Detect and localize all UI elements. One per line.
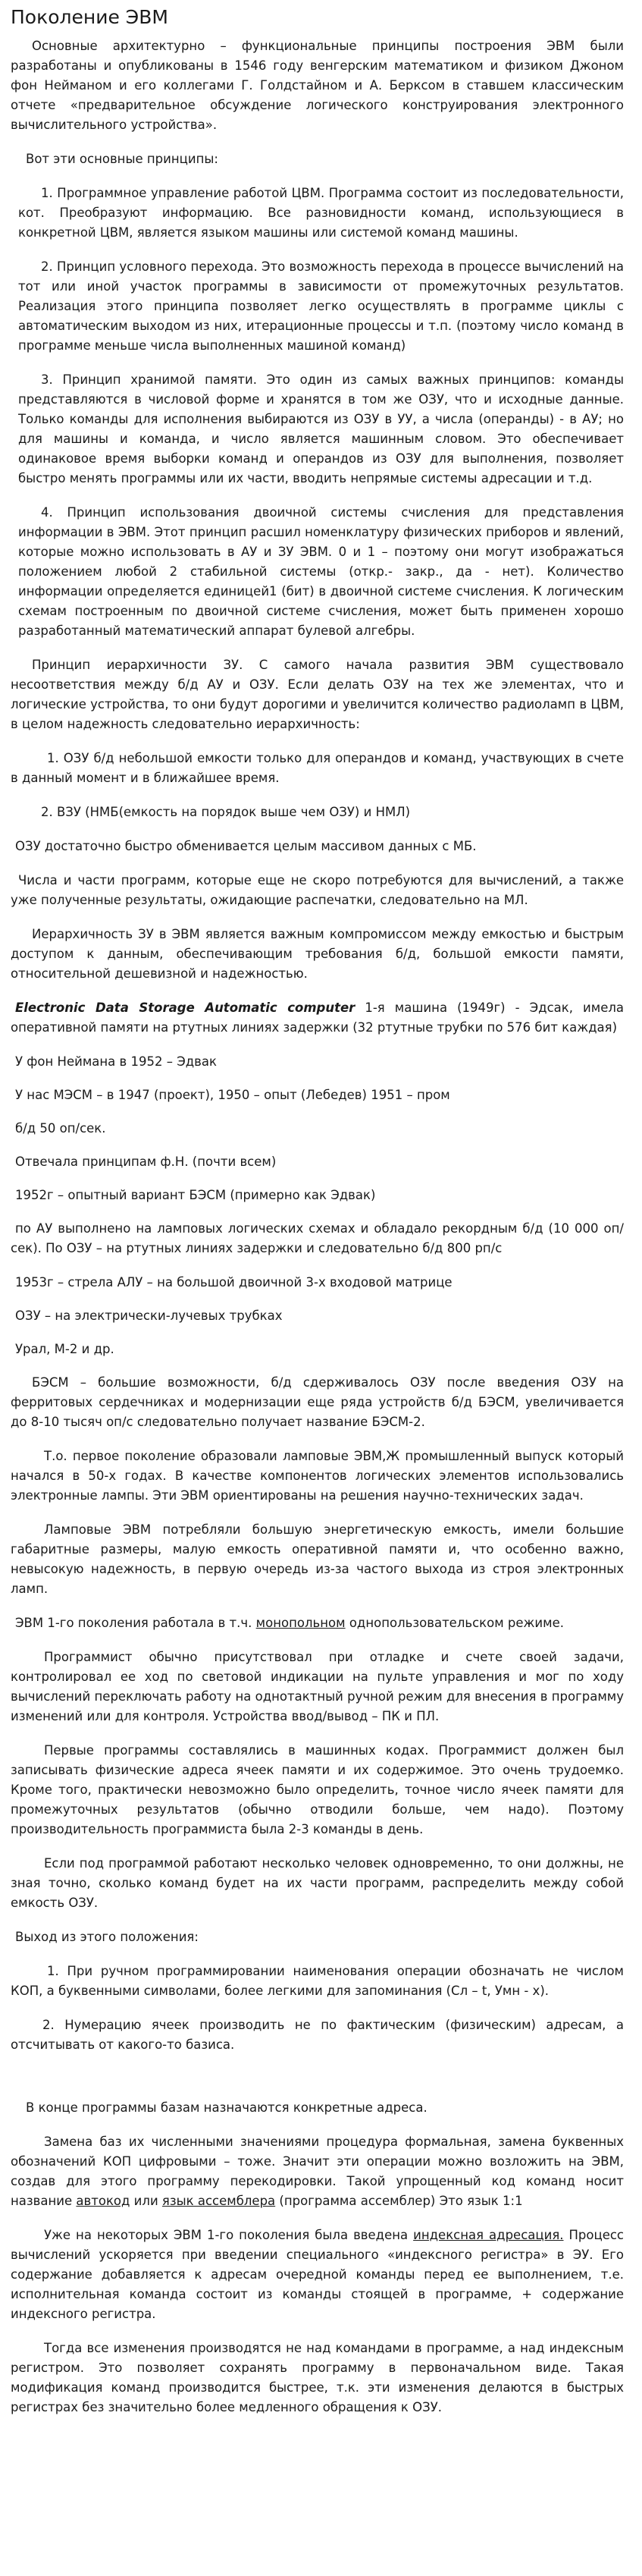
history-line-6: по АУ выполнено на ламповых логических схемах и обладало рекордным б/д (10 000 оп/сек). По ОЗУ – на ртутных линиях задержки и следовательно б/д 800 рп/с (11, 1221, 624, 1255)
paragraph-programmer: Программист обычно присутствовал при отладке и счете своей задачи, контролировал ее ход по световой индикации на пульте управления и мог по ходу вычислений переключать работу на однотактный ручной режим для внесения в программу изменений или для контроля. Устройства ввод/вывод – ПК и ПЛ. (11, 1650, 624, 1723)
hierarchy-item-1: 1. ОЗУ б/д небольшой емкости только для операндов и команд, участвующих в счете в данный момент и в ближайшее время. (11, 751, 624, 785)
paragraph-tube-computers: Ламповые ЭВМ потребляли большую энергетическую емкость, имели большие габаритные размеры, малую емкость оперативной памяти и, что особенно важно, невысокую надежность, в первую очередь из-за частого выхода из строя электронных ламп. (11, 1522, 624, 1596)
principle-item-3: 3. Принцип хранимой памяти. Это один из самых важных принципов: команды представляются в числовой форме и хранятся в том же ОЗУ, что и исходные данные. Только команды для исполнения выбираются из ОЗУ в УУ, а числа (операнды) - в АУ; но для машины и команда, и число является машинным словом. Это обеспечивает одинаковое время выборки команд и операндов из ОЗУ для выполнения, позволяет быстро менять программы или их части, вводить непрямые системы адресации и т.д. (18, 372, 624, 485)
autocode-text-post: (программа ассемблер) Это язык 1:1 (275, 2194, 523, 2208)
paragraph-besm: БЭСМ – большие возможности, б/д сдерживалось ОЗУ после введения ОЗУ на ферритовых сердечниках и модернизации еще ряда устройств б/д БЭСМ, увеличивается до 8-10 тысяч оп/с следовательно получает название БЭСМ-2. (11, 1375, 624, 1429)
page-title: Поколение ЭВМ (11, 6, 168, 28)
paragraph-monopoly-mode (11, 1613, 624, 1633)
principle-item-1: 1. Программное управление работой ЦВМ. Программа состоит из последовательности, кот. Преобразуют информацию. Все разновидности команд, использующиеся в конкретной ЦВМ, является языком машины или системой команд машины. (18, 186, 624, 240)
paragraph-intro: Основные архитектурно – функциональные принципы построения ЭВМ были разработаны и опубликованы в 1546 году венгерским математиком и физиком Джоном фон Нейманом и его коллегами Г. Голдстайном и А. Берксом в ставшем классическим отчете «предварительное обсуждение логического конструирования электронного вычислительного устройства». (11, 39, 624, 132)
paragraph-index-addressing (11, 2226, 624, 2324)
paragraph-bases: В конце программы базам назначаются конкретные адреса. (26, 2100, 427, 2115)
paragraph-solution-lead: Выход из этого положения: (15, 1930, 199, 1944)
history-line-9: Урал, М-2 и др. (15, 1342, 114, 1356)
monopoly-underlined: монопольном (255, 1616, 346, 1630)
paragraph-edsac (11, 998, 624, 1038)
index-text-pre: Уже на некоторых ЭВМ 1-го поколения была введена (44, 2228, 414, 2242)
paragraph-ozu-exchange: ОЗУ достаточно быстро обменивается целым массивом данных с МБ. (15, 839, 477, 853)
monopoly-text-pre: ЭВМ 1-го поколения работала в т.ч. (15, 1616, 256, 1630)
index-text-post: Процесс вычислений ускоряется при введении специального «индексного регистра» в ЭУ. Его содержание добавляется к адресам очередной команды перед ее выполнением, т.е. исполнительная команда состоит из команды стоящей в программе, + содержание индексного регистра. (11, 2228, 624, 2321)
paragraph-index-register: Тогда все изменения производятся не над командами в программе, а над индексным регистром. Это позволяет сохранять программу в первоначальном виде. Такая модификация команд производится быстрее, т.к. эти изменения делаются в быстрых регистрах без значительно более медленного обращения к ОЗУ. (11, 2341, 624, 2414)
paragraph-numbers-parts: Числа и части программ, которые еще не скоро потребуются для вычислений, а также уже полученные результаты, ожидающие распечатки, следовательно на МЛ. (11, 873, 624, 907)
edsac-description: 1-я машина (1949г) - Эдсак, имела оперативной памяти на ртутных линиях задержки (32 ртутные трубки по 576 бит каждая) (11, 1001, 625, 1035)
index-addressing-term: индексная адресация. (413, 2228, 564, 2242)
paragraph-several-people: Если под программой работают несколько человек одновременно, то они должны, не зная точно, сколько команд будет на их части программ, распределить между собой емкость ОЗУ. (11, 1856, 624, 1910)
autocode-term: автокод (76, 2194, 130, 2208)
paragraph-principles-lead: Вот эти основные принципы: (26, 152, 218, 166)
assembler-term: язык ассемблера (161, 2194, 276, 2208)
paragraph-hierarchy-compromise: Иерархичность ЗУ в ЭВМ является важным компромиссом между емкостью и быстрым доступом к данным, обеспечивающим требования б/д, большой емкости памяти, относительной дешевизной и надежностью. (11, 927, 624, 981)
paragraph-machine-codes: Первые программы составлялись в машинных кодах. Программист должен был записывать физические адреса ячеек памяти и их содержимое. Это очень трудоемко. Кроме того, практически невозможно было определить, точное число ячеек памяти для промежуточных результатов (обычно отводили больше, чем надо). Поэтому производительность программиста была 2-3 команды в день. (11, 1743, 624, 1836)
history-line-4: Отвечала принципам ф.Н. (почти всем) (15, 1154, 277, 1169)
spacer (11, 2069, 624, 2098)
history-line-1: У фон Неймана в 1952 – Эдвак (15, 1054, 217, 1069)
paragraph-autocode (11, 2132, 624, 2211)
history-line-5: 1952г – опытный вариант БЭСМ (примерно как Эдвак) (15, 1188, 376, 1202)
history-line-7: 1953г – стрела АЛУ – на большой двоичной 3-х входовой матрице (15, 1275, 453, 1290)
autocode-text-pre: Замена баз их численными значениями процедура формальная, замена буквенных обозначений КОП цифровыми – тоже. Значит эти операции можно возложить на ЭВМ, создав для этого программу перекодировки. Такой упрощенный код команд носит название (11, 2135, 624, 2208)
autocode-text-mid: или (130, 2194, 162, 2208)
solution-item-2: 2. Нумерацию ячеек производить не по фактическим (физическим) адресам, а отсчитывать от какого-то базиса. (11, 2018, 624, 2052)
principle-item-2: 2. Принцип условного перехода. Это возможность перехода в процессе вычислений на тот или иной участок программы в зависимости от промежуточных результатов. Реализация этого принципа позволяет легко осуществлять в программе циклы с автоматическим выходом из них, итерационные процессы и т.п. (поэтому число команд в программе меньше числа выполненных машиной команд) (18, 259, 624, 353)
hierarchy-item-2: 2. ВЗУ (НМБ(емкость на порядок выше чем ОЗУ) и НМЛ) (41, 805, 411, 819)
edsac-name: Electronic Data Storage Automatic computer (15, 1001, 355, 1015)
monopoly-text-post: однопользовательском режиме. (345, 1616, 564, 1630)
principle-item-4: 4. Принцип использования двоичной системы счисления для представления информации в ЭВМ. Этот принцип расшил номенклатуру физических приборов и явлений, которые можно использовать в АУ и ЗУ ЭВМ. 0 и 1 – поэтому они могут изображаться положением любой 2 стабильной системы (откр.- закр., да - нет). Количество информации определяется единицей1 (бит) в двоичной системе счисления. К логическим схемам построенным по двоичной системе счисления, может быть применен хорошо разработанный математический аппарат булевой алгебры. (18, 505, 624, 638)
solution-item-1: 1. При ручном программировании наименования операции обозначать не числом КОП, а буквенными символами, более легкими для запоминания (Cл – t, Умн - x). (11, 1964, 624, 1998)
history-line-2: У нас МЭСМ – в 1947 (проект), 1950 – опыт (Лебедев) 1951 – пром (15, 1088, 450, 1102)
history-line-8: ОЗУ – на электрически-лучевых трубках (15, 1308, 283, 1323)
history-line-3: б/д 50 оп/сек. (15, 1121, 106, 1136)
paragraph-hierarchy: Принцип иерархичности ЗУ. С самого начала развития ЭВМ существовало несоответствия между б/д АУ и ОЗУ. Если делать ОЗУ на тех же элементах, что и логические устройства, то они будут дорогими и увеличится количество радиоламп в ЦВМ, в целом надежность следовательно иерархичность: (11, 658, 624, 731)
paragraph-first-generation: Т.о. первое поколение образовали ламповые ЭВМ,Ж промышленный выпуск который начался в 50-х годах. В качестве компонентов логических элементов использовались электронные лампы. Эти ЭВМ ориентированы на решения научно-технических задач. (11, 1449, 624, 1503)
